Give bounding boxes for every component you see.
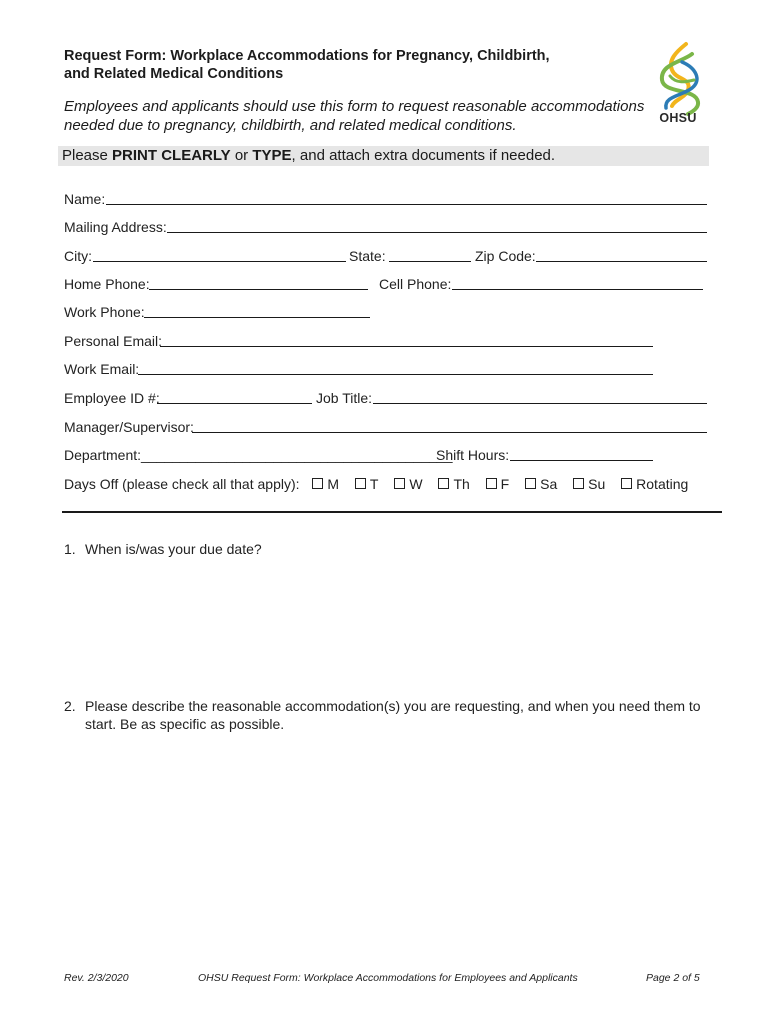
cell-phone-label: Cell Phone: bbox=[379, 276, 452, 292]
day-label-t: T bbox=[369, 476, 379, 492]
manager-field[interactable] bbox=[192, 432, 707, 433]
city-field[interactable] bbox=[93, 261, 346, 262]
intro-text: Employees and applicants should use this form to request reasonable accommodations needed due to pregnancy, childbirth, and related medical conditions. bbox=[64, 98, 645, 134]
question-1-text: When is/was your due date? bbox=[85, 541, 262, 557]
job-title-label: Job Title: bbox=[316, 390, 373, 406]
name-row bbox=[64, 189, 708, 209]
day-label-w: W bbox=[409, 476, 423, 492]
department-label[interactable]: Department:________________________________________ bbox=[64, 447, 453, 463]
city-label: City: bbox=[64, 248, 92, 264]
day-label-f: F bbox=[500, 476, 510, 492]
days-off-label: Days Off (please check all that apply): bbox=[64, 476, 300, 492]
name-field[interactable] bbox=[106, 204, 707, 205]
mailing-address-label: Mailing Address: bbox=[64, 219, 167, 235]
instruction-prefix: Please bbox=[62, 147, 113, 164]
day-option-f[interactable] bbox=[486, 476, 510, 492]
question-2 bbox=[64, 697, 708, 737]
work-email-field[interactable] bbox=[138, 374, 653, 375]
question-1 bbox=[64, 540, 708, 560]
question-1-answer-area[interactable] bbox=[64, 562, 708, 682]
personal-email-label: Personal Email: bbox=[64, 333, 163, 349]
form-title bbox=[64, 47, 550, 83]
day-option-w[interactable] bbox=[394, 476, 422, 492]
days-off-row bbox=[64, 476, 700, 492]
checkbox-su[interactable] bbox=[573, 478, 584, 489]
checkbox-t[interactable] bbox=[355, 478, 366, 489]
zip-field[interactable] bbox=[536, 261, 707, 262]
day-option-su[interactable] bbox=[573, 476, 605, 492]
day-option-sa[interactable] bbox=[525, 476, 557, 492]
footer-title: OHSU Request Form: Workplace Accommodations for Employees and Applicants bbox=[198, 972, 578, 984]
footer-revision: Rev. 2/3/2020 bbox=[64, 972, 129, 984]
state-field[interactable] bbox=[389, 261, 471, 262]
title-line-1: Request Form: Workplace Accommodations for Pregnancy, Childbirth, bbox=[64, 48, 550, 64]
question-2-answer-area[interactable] bbox=[64, 740, 708, 960]
personal-email-row bbox=[64, 331, 708, 351]
cell-phone-field[interactable] bbox=[452, 289, 703, 290]
checkbox-rotating[interactable] bbox=[621, 478, 632, 489]
mailing-address-field[interactable] bbox=[167, 232, 707, 233]
instruction-type: TYPE bbox=[252, 147, 292, 164]
day-option-t[interactable] bbox=[355, 476, 379, 492]
city-state-zip-row bbox=[64, 246, 708, 266]
department-row bbox=[64, 445, 708, 465]
shift-hours-field[interactable] bbox=[510, 460, 653, 461]
work-phone-label: Work Phone: bbox=[64, 304, 145, 320]
logo-text: OHSU bbox=[659, 111, 697, 125]
work-email-row bbox=[64, 359, 708, 379]
question-2-text: Please describe the reasonable accommodation(s) you are requesting, and when you need them to start. Be as specific as possible. bbox=[85, 698, 701, 732]
checkbox-f[interactable] bbox=[486, 478, 497, 489]
day-label-sa: Sa bbox=[540, 476, 558, 492]
zip-label: Zip Code: bbox=[475, 248, 536, 264]
footer-page-number: Page 2 of 5 bbox=[646, 972, 700, 984]
job-title-field[interactable] bbox=[373, 403, 707, 404]
work-phone-field[interactable] bbox=[144, 317, 370, 318]
checkbox-w[interactable] bbox=[394, 478, 405, 489]
day-option-m[interactable] bbox=[312, 476, 339, 492]
employee-id-row bbox=[64, 388, 708, 408]
section-divider bbox=[62, 511, 722, 513]
checkbox-th[interactable] bbox=[438, 478, 449, 489]
day-label-m: M bbox=[327, 476, 339, 492]
instruction-text bbox=[62, 147, 555, 164]
day-option-th[interactable] bbox=[438, 476, 469, 492]
instruction-suffix: , and attach extra documents if needed. bbox=[291, 147, 556, 164]
checkbox-sa[interactable] bbox=[525, 478, 536, 489]
employee-id-label: Employee ID #: bbox=[64, 390, 160, 406]
work-phone-row bbox=[64, 302, 708, 322]
mailing-address-row bbox=[64, 217, 708, 237]
day-label-su: Su bbox=[588, 476, 606, 492]
home-phone-label: Home Phone: bbox=[64, 276, 150, 292]
manager-row bbox=[64, 417, 708, 437]
day-label-th: Th bbox=[453, 476, 470, 492]
state-label: State: bbox=[349, 248, 386, 264]
home-phone-field[interactable] bbox=[149, 289, 368, 290]
employee-id-field[interactable] bbox=[157, 403, 312, 404]
instruction-or: or bbox=[230, 147, 253, 164]
instruction-bar bbox=[58, 146, 709, 166]
personal-email-field[interactable] bbox=[160, 346, 653, 347]
shift-hours-label: Shift Hours: bbox=[436, 447, 510, 463]
question-1-number: 1. bbox=[64, 541, 76, 557]
question-2-number: 2. bbox=[64, 698, 76, 714]
instruction-print-clearly: PRINT CLEARLY bbox=[112, 147, 231, 164]
phone-row bbox=[64, 274, 708, 294]
title-line-2: and Related Medical Conditions bbox=[64, 66, 284, 82]
checkbox-m[interactable] bbox=[312, 478, 323, 489]
work-email-label: Work Email: bbox=[64, 361, 140, 377]
manager-label: Manager/Supervisor: bbox=[64, 419, 194, 435]
day-label-rotating: Rotating bbox=[636, 476, 689, 492]
name-label: Name: bbox=[64, 191, 106, 207]
day-option-rotating[interactable] bbox=[621, 476, 688, 492]
